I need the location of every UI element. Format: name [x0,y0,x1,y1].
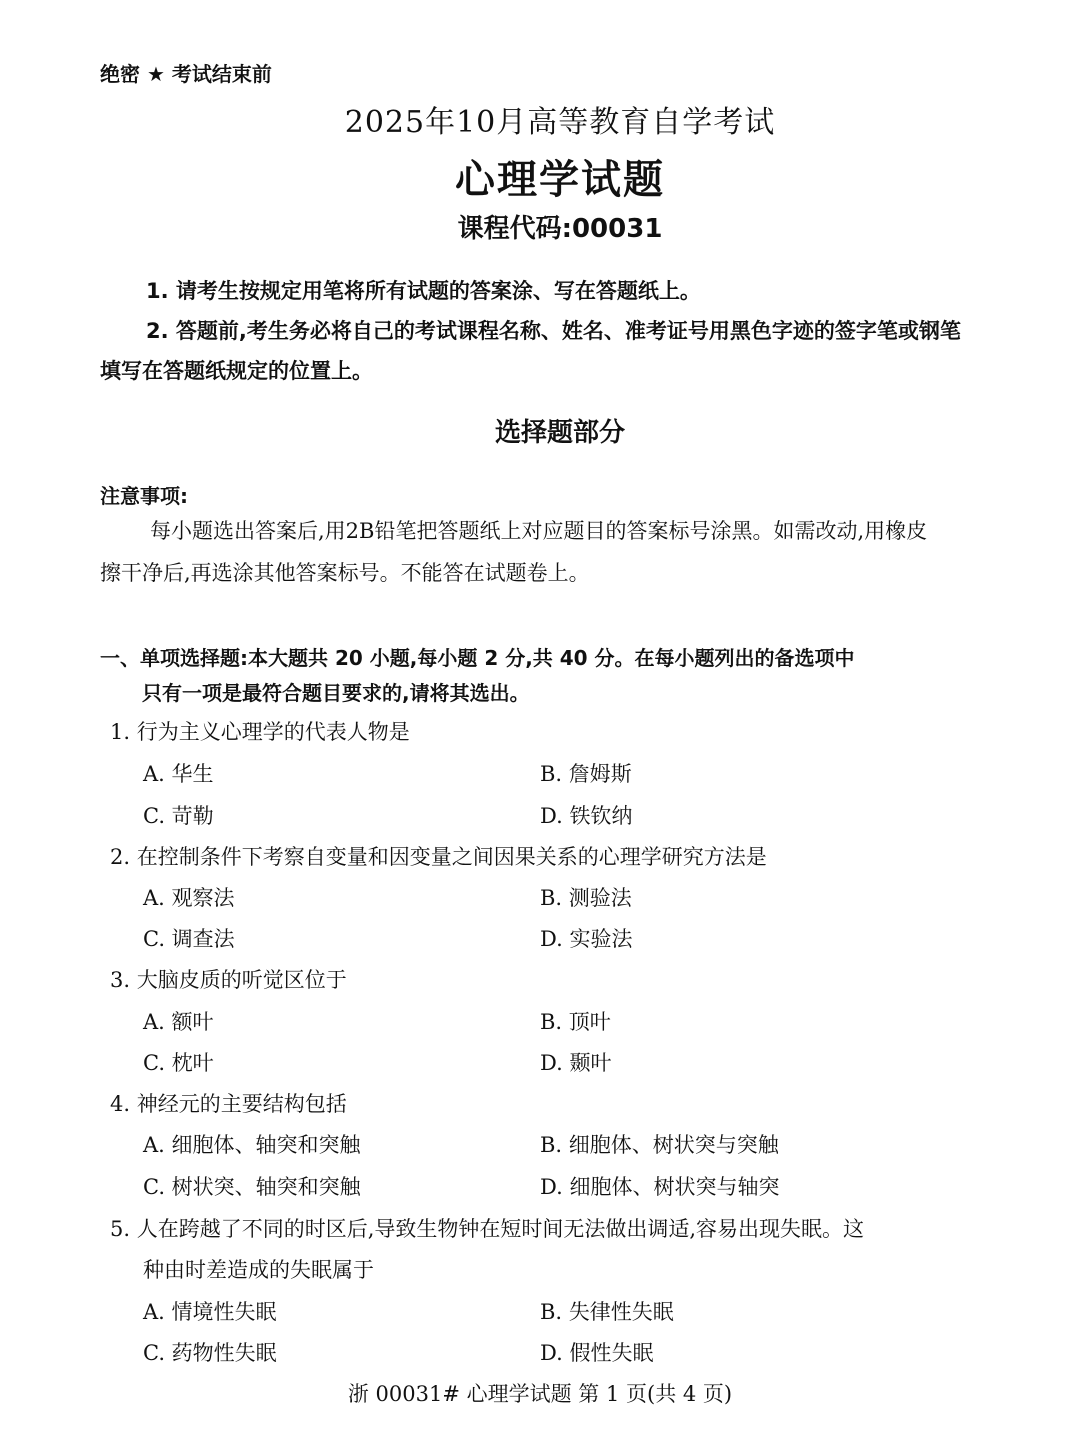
option-b: B. 顶叶 [540,1010,611,1034]
option-a: A. 额叶 [143,1010,214,1034]
instruction-2-line2: 填写在答题纸规定的位置上。 [100,359,373,383]
option-a: A. 情境性失眠 [143,1300,277,1324]
notice-line1: 每小题选出答案后,用2B铅笔把答题纸上对应题目的答案标号涂黑。如需改动,用橡皮 [150,519,928,543]
option-c: C. 调查法 [143,927,235,951]
page-footer: 浙 00031# 心理学试题 第 1 页(共 4 页) [347,1382,733,1406]
notice-title: 注意事项: [100,484,188,508]
option-d: D. 铁钦纳 [540,804,633,828]
question-stem: 3. 大脑皮质的听觉区位于 [110,968,347,992]
subject-title: 心理学试题 [455,157,665,203]
option-d: D. 实验法 [540,927,633,951]
confidential-label: 绝密 ★ 考试结束前 [100,62,272,86]
option-c: C. 树状突、轴突和突触 [143,1175,361,1199]
notice-line2: 擦干净后,再选涂其他答案标号。不能答在试题卷上。 [100,561,590,585]
option-a: A. 观察法 [143,886,235,910]
option-b: B. 失律性失眠 [540,1300,674,1324]
question-stem: 1. 行为主义心理学的代表人物是 [110,720,410,744]
question-stem: 2. 在控制条件下考察自变量和因变量之间因果关系的心理学研究方法是 [110,845,767,869]
option-b: B. 詹姆斯 [540,762,632,786]
option-d: D. 细胞体、树状突与轴突 [540,1175,780,1199]
option-d: D. 假性失眠 [540,1341,654,1365]
option-a: A. 细胞体、轴突和突触 [143,1133,361,1157]
option-b: B. 测验法 [540,886,632,910]
course-code: 课程代码:00031 [457,214,663,244]
option-a: A. 华生 [143,762,214,786]
instruction-1: 1. 请考生按规定用笔将所有试题的答案涂、写在答题纸上。 [146,279,701,303]
option-d: D. 颞叶 [540,1051,612,1075]
option-c: C. 枕叶 [143,1051,214,1075]
part1-subtitle: 只有一项是最符合题目要求的,请将其选出。 [142,681,530,705]
section-title: 选择题部分 [494,418,625,448]
option-b: B. 细胞体、树状突与突触 [540,1133,779,1157]
option-c: C. 药物性失眠 [143,1341,277,1365]
part1-title: 一、单项选择题:本大题共 20 小题,每小题 2 分,共 40 分。在每小题列出的备选项中 [100,646,855,670]
option-c: C. 苛勒 [143,804,214,828]
question-stem: 5. 人在跨越了不同的时区后,导致生物钟在短时间无法做出调适,容易出现失眠。这 [110,1217,865,1241]
exam-title: 2025年10月高等教育自学考试 [344,105,776,140]
instruction-2-line1: 2. 答题前,考生务必将自己的考试课程名称、姓名、准考证号用黑色字迹的签字笔或钢笔 [146,319,961,343]
question-stem-line2: 种由时差造成的失眠属于 [143,1258,374,1282]
question-stem: 4. 神经元的主要结构包括 [110,1092,347,1116]
